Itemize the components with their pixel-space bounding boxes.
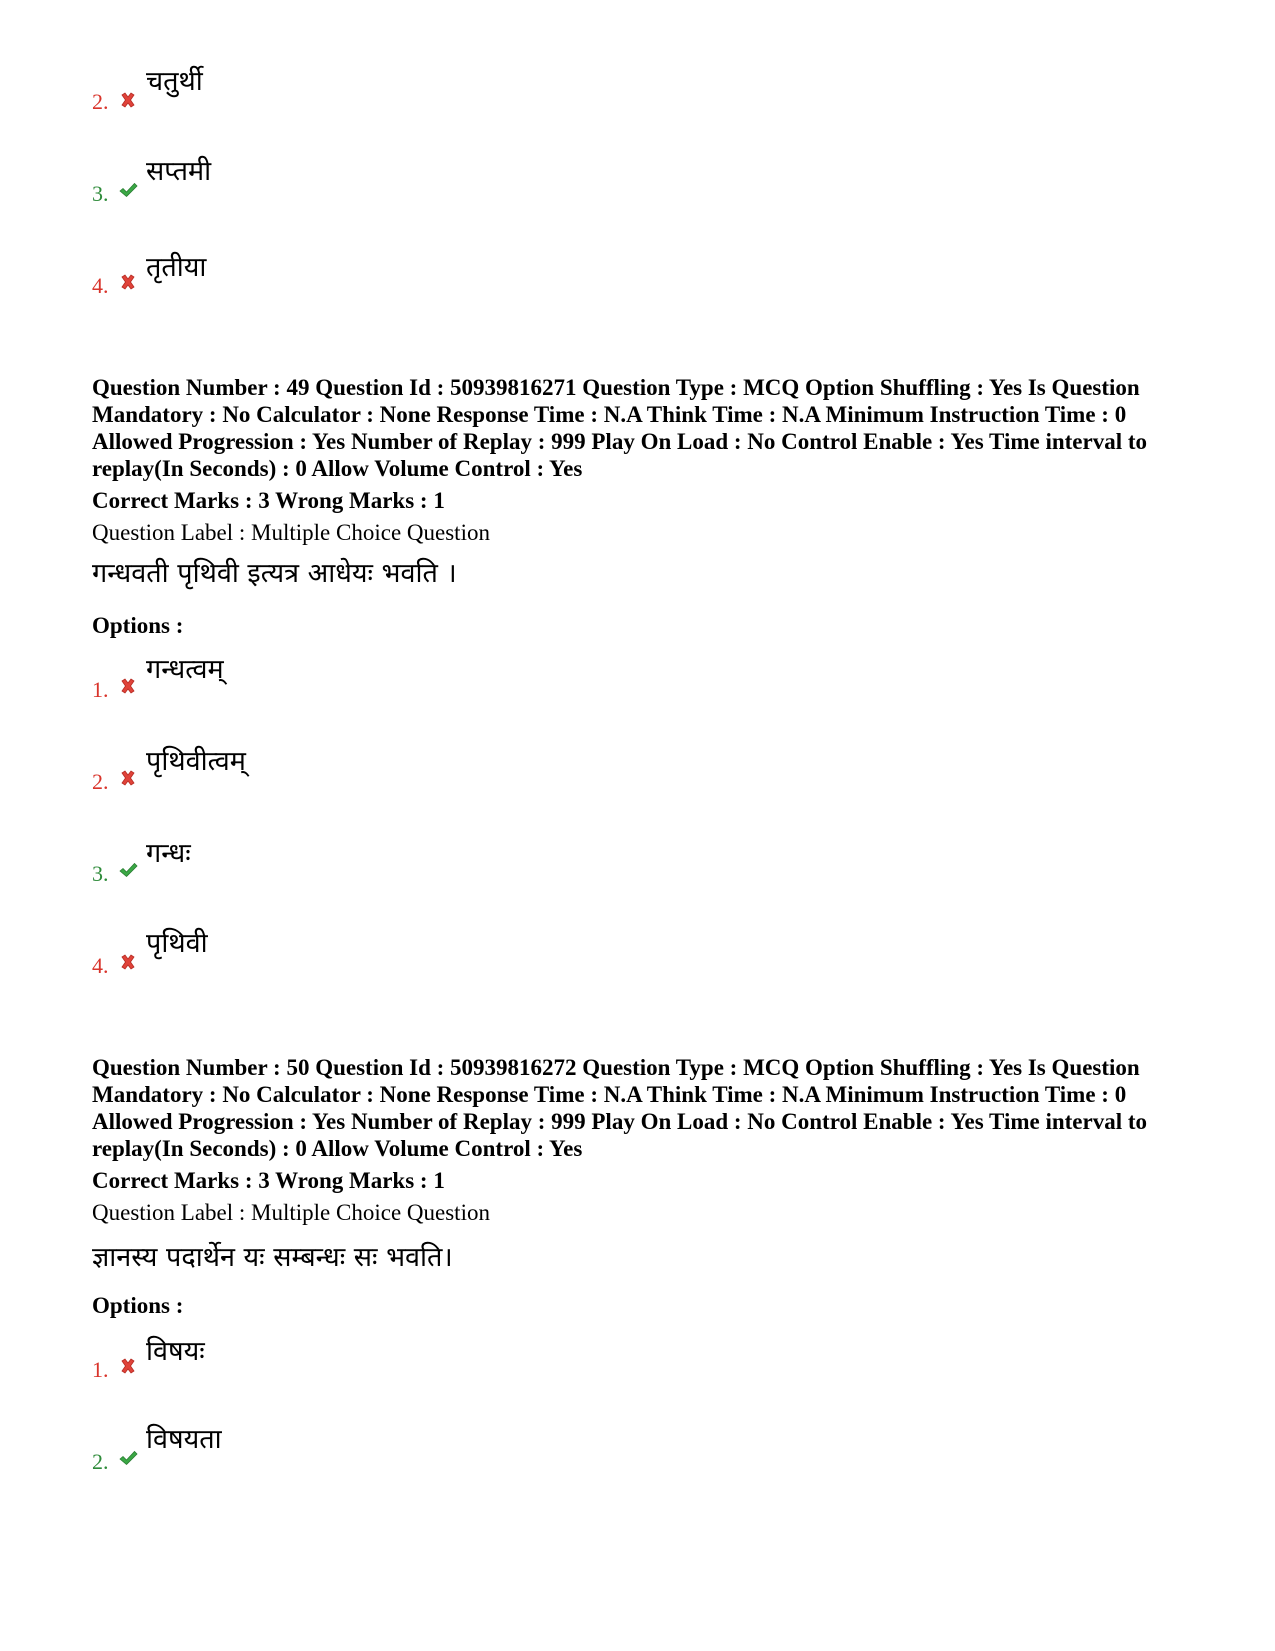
question-header: Question Number : 50 Question Id : 50939816272 Question Type : MCQ Option Shuffling : Yes Is Question Mandatory : No Calculator : None Response Time : N.A Think Time : N.A Minimum Instruction Time : 0 Allowed Progression : Yes Number of Replay : 999 Play On Load : No Control Enable : Yes Time interval to replay(In Seconds) : 0 Allow Volume Control : Yes xyxy=(92,1055,1148,1161)
options-title: Options : xyxy=(92,1293,184,1318)
option-number: 4. xyxy=(92,953,109,978)
option-item xyxy=(92,154,492,214)
option-text: गन्धत्वम् xyxy=(146,654,224,685)
option-item xyxy=(92,1330,492,1390)
option-item xyxy=(92,742,492,802)
option-item xyxy=(92,1420,492,1480)
option-number: 1. xyxy=(92,1357,109,1382)
check-icon xyxy=(118,180,138,200)
cross-icon xyxy=(118,768,138,788)
option-number: 3. xyxy=(92,861,109,886)
cross-icon xyxy=(118,90,138,110)
check-icon xyxy=(118,860,138,880)
cross-icon xyxy=(118,1356,138,1376)
cross-icon xyxy=(118,952,138,972)
option-item xyxy=(92,246,492,306)
option-number: 3. xyxy=(92,181,109,206)
option-number: 2. xyxy=(92,1449,109,1474)
question-marks: Correct Marks : 3 Wrong Marks : 1 xyxy=(92,488,445,513)
cross-icon xyxy=(118,676,138,696)
option-number: 4. xyxy=(92,273,109,298)
option-number: 1. xyxy=(92,677,109,702)
option-item xyxy=(92,650,492,710)
option-text: चतुर्थी xyxy=(146,66,203,97)
option-text: विषयः xyxy=(146,1336,205,1367)
option-number: 2. xyxy=(92,769,109,794)
option-text: पृथिवी xyxy=(146,928,208,959)
check-icon xyxy=(118,1448,138,1468)
option-text: पृथिवीत्वम् xyxy=(146,746,246,777)
question-text: ज्ञानस्य पदार्थेन यः सम्बन्धः सः भवति। xyxy=(92,1242,453,1273)
options-title: Options : xyxy=(92,613,184,638)
option-item xyxy=(92,834,492,894)
question-text: गन्धवती पृथिवी इत्यत्र आधेयः भवति । xyxy=(92,558,457,589)
question-header: Question Number : 49 Question Id : 50939816271 Question Type : MCQ Option Shuffling : Yes Is Question Mandatory : No Calculator : None Response Time : N.A Think Time : N.A Minimum Instruction Time : 0 Allowed Progression : Yes Number of Replay : 999 Play On Load : No Control Enable : Yes Time interval to replay(In Seconds) : 0 Allow Volume Control : Yes xyxy=(92,375,1148,481)
option-number: 2. xyxy=(92,89,109,114)
option-item xyxy=(92,62,492,122)
option-text: गन्धः xyxy=(146,838,191,869)
option-text: तृतीया xyxy=(146,252,207,283)
cross-icon xyxy=(118,272,138,292)
question-label: Question Label : Multiple Choice Question xyxy=(92,520,490,545)
question-label: Question Label : Multiple Choice Question xyxy=(92,1200,490,1225)
option-text: विषयता xyxy=(146,1424,222,1455)
question-marks: Correct Marks : 3 Wrong Marks : 1 xyxy=(92,1168,445,1193)
option-item xyxy=(92,926,492,986)
option-text: सप्तमी xyxy=(146,156,212,187)
